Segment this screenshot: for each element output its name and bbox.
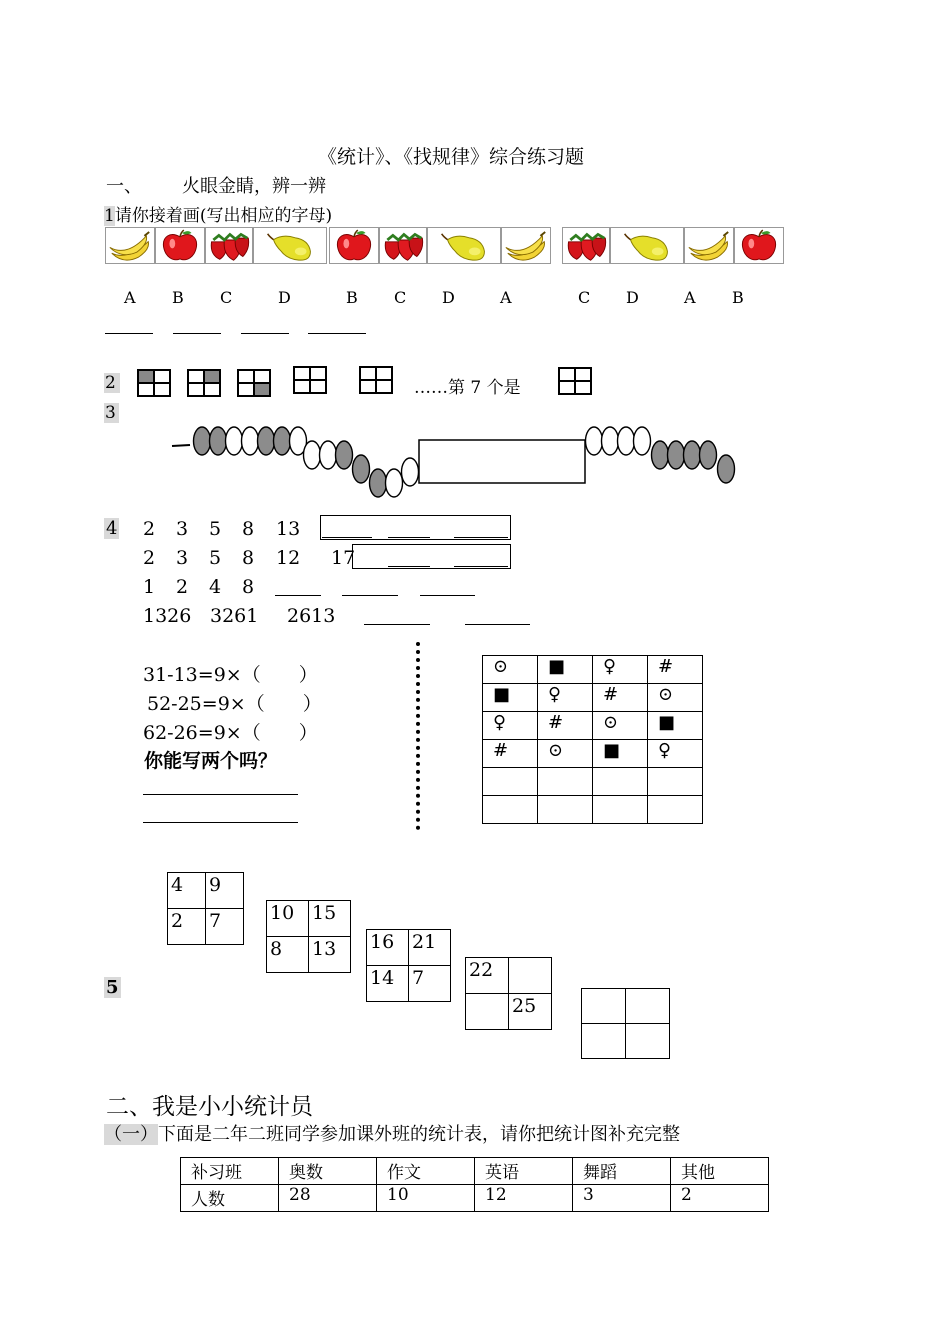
symbol-cell: ■ (648, 712, 703, 740)
grid-number: 15 (309, 901, 351, 937)
sequence-number: 8 (242, 518, 255, 540)
stats-data-row (181, 1185, 769, 1212)
dotted-divider (416, 642, 420, 830)
fruit-letter: C (578, 288, 591, 307)
fruit-letter: C (220, 288, 233, 307)
quad-grid-4 (293, 366, 327, 394)
symbol-cell: ♀ (593, 656, 648, 684)
fruit-letter: A (500, 288, 512, 307)
stats-value-cell: 2 (671, 1185, 769, 1212)
empty-cell[interactable] (483, 768, 538, 796)
answer-blank[interactable] (465, 624, 530, 626)
symbol-row (483, 712, 703, 740)
bead-white (226, 427, 243, 455)
part1-label: （一） (104, 1124, 158, 1145)
grid-number: 10 (267, 901, 309, 937)
symbol-cell: ⊙ (483, 656, 538, 684)
symbol-cell: # (483, 740, 538, 768)
stats-value-cell: 12 (475, 1185, 573, 1212)
grid-number: 22 (466, 958, 509, 994)
fruit-letter: A (684, 288, 696, 307)
bead-gray (274, 427, 291, 455)
grid-number: 4 (168, 873, 206, 909)
sequence-number: 2 (176, 576, 189, 598)
bead-gray (652, 441, 669, 469)
section1-title: 火眼金睛，辨一辨 (182, 176, 326, 197)
answer-blank[interactable] (454, 566, 508, 568)
grid-number: 9 (206, 873, 244, 909)
fruit-letter: D (278, 288, 291, 307)
q4-number: 4 (106, 518, 118, 539)
fruit-letter: B (172, 288, 184, 307)
q3-number: 3 (104, 403, 119, 423)
q2-text: ……第 7 个是 (414, 378, 521, 398)
bead-gray (194, 427, 211, 455)
sequence-number: 3 (176, 518, 189, 540)
sequence-number: 3261 (210, 605, 259, 627)
answer-blank[interactable] (105, 333, 153, 335)
grid-number: 8 (267, 937, 309, 973)
q1-text: 请你接着画(写出相应的字母) (114, 206, 333, 226)
symbol-row (483, 656, 703, 684)
empty-cell[interactable] (648, 796, 703, 824)
q1-label (104, 201, 332, 226)
sequence-number: 2 (143, 547, 156, 569)
grid-number: 16 (367, 930, 409, 966)
bead-white (304, 441, 321, 469)
symbol-cell: ⊙ (593, 712, 648, 740)
quad-grid-2 (187, 369, 221, 397)
bead-white (634, 427, 651, 455)
bead-white (320, 441, 337, 469)
symbol-cell: ♀ (648, 740, 703, 768)
fruit-letter: B (732, 288, 744, 307)
stats-header-cell: 奥数 (279, 1158, 377, 1185)
bead-gray (336, 441, 353, 469)
apple-icon (329, 227, 379, 264)
number-grid (266, 900, 351, 973)
sequence-number: 8 (242, 547, 255, 569)
bead-chain (160, 415, 750, 505)
answer-blank[interactable] (420, 595, 475, 597)
symbol-row (483, 796, 703, 824)
number-grid (465, 957, 552, 1030)
stats-value-cell: 28 (279, 1185, 377, 1212)
sequence-number: 8 (242, 576, 255, 598)
answer-blank[interactable] (388, 566, 430, 568)
part1-line (104, 1120, 680, 1146)
answer-blank[interactable] (342, 595, 398, 597)
answer-blank[interactable] (173, 333, 221, 335)
section1-number: 一、 (106, 176, 142, 197)
pear-icon (253, 227, 327, 264)
grid-blank[interactable] (626, 989, 670, 1024)
equation-1: 31-13=9×（ ） (143, 664, 318, 686)
bead-gray (718, 455, 735, 483)
bead-white (242, 427, 259, 455)
stats-value-cell: 3 (573, 1185, 671, 1212)
answer-box[interactable] (419, 440, 585, 483)
sequence-number: 5 (209, 547, 222, 569)
equation-2: 52-25=9×（ ） (147, 693, 322, 715)
empty-cell[interactable] (648, 768, 703, 796)
answer-blank[interactable] (308, 333, 366, 335)
symbol-row (483, 740, 703, 768)
bead-white (386, 469, 403, 497)
number-grid (167, 872, 244, 945)
answer-blank[interactable] (364, 624, 430, 626)
stats-value-cell: 10 (377, 1185, 475, 1212)
q2-number: 2 (104, 373, 120, 393)
number-grid (581, 988, 670, 1059)
sequence-number: 3 (176, 547, 189, 569)
equations-prompt: 你能写两个吗？ (144, 750, 278, 772)
sequence-number: 4 (209, 576, 222, 598)
symbol-cell: ♀ (483, 712, 538, 740)
section2-title: 二、我是小小统计员 (106, 1094, 313, 1120)
sequence-number: 1 (143, 576, 156, 598)
bead-white (602, 427, 619, 455)
answer-blank[interactable] (322, 537, 372, 539)
bead-gray (353, 455, 370, 483)
sequence-number: 2613 (287, 605, 336, 627)
stats-header-cell: 作文 (377, 1158, 475, 1185)
grid-number: 7 (409, 966, 451, 1002)
grid-blank[interactable] (582, 989, 626, 1024)
strawberry-icon (205, 227, 253, 264)
grid-number: 2 (168, 909, 206, 945)
bead-gray (684, 441, 701, 469)
stats-header-cell: 舞蹈 (573, 1158, 671, 1185)
bead-gray (700, 441, 717, 469)
empty-cell[interactable] (538, 768, 593, 796)
empty-cell[interactable] (538, 796, 593, 824)
page-title: 《统计》、《找规律》综合练习题 (318, 146, 585, 168)
stats-header-cell: 补习班 (181, 1158, 279, 1185)
grid-number: 7 (206, 909, 244, 945)
stats-header-row (181, 1158, 769, 1185)
grid-number: 14 (367, 966, 409, 1002)
apple-icon (155, 227, 205, 264)
sequence-number: 1326 (143, 605, 192, 627)
grid-blank[interactable] (509, 958, 552, 994)
sequence-number: 13 (276, 518, 301, 540)
strawberry-icon (562, 227, 610, 264)
symbol-row (483, 768, 703, 796)
sequence-number: 2 (143, 518, 156, 540)
bead-white (618, 427, 635, 455)
empty-cell[interactable] (593, 768, 648, 796)
quad-grid-answer[interactable] (558, 367, 592, 395)
answer-blank[interactable] (275, 595, 321, 597)
grid-number: 13 (309, 937, 351, 973)
symbol-cell: ⊙ (648, 684, 703, 712)
banana-icon (684, 227, 734, 264)
symbol-grid (482, 655, 703, 824)
number-grid (366, 929, 451, 1002)
answer-blank[interactable] (143, 794, 298, 796)
symbol-cell: # (648, 656, 703, 684)
banana-icon (105, 227, 155, 264)
symbol-row (483, 684, 703, 712)
fruit-letter: D (626, 288, 639, 307)
q1-number: 1 (104, 206, 115, 226)
quad-grid-1 (137, 369, 171, 397)
strawberry-icon (379, 227, 427, 264)
symbol-cell: ⊙ (538, 740, 593, 768)
bead-gray (210, 427, 227, 455)
answer-blank[interactable] (241, 333, 289, 335)
stats-table (180, 1157, 769, 1212)
bead-gray (258, 427, 275, 455)
stats-header-cell: 其他 (671, 1158, 769, 1185)
grid-number: 21 (409, 930, 451, 966)
q5-number: 5 (106, 977, 119, 998)
symbol-cell: ♀ (538, 684, 593, 712)
symbol-cell: # (538, 712, 593, 740)
symbol-cell: ■ (593, 740, 648, 768)
fruit-letter: C (394, 288, 407, 307)
pear-icon (427, 227, 501, 264)
grid-blank[interactable] (466, 994, 509, 1030)
bead-white (402, 458, 419, 486)
answer-blank[interactable] (388, 537, 430, 539)
equation-3: 62-26=9×（ ） (143, 722, 318, 744)
empty-cell[interactable] (483, 796, 538, 824)
answer-blank[interactable] (454, 537, 508, 539)
quad-grid-3 (237, 369, 271, 397)
bead-gray (370, 469, 387, 497)
apple-icon (734, 227, 784, 264)
fruit-letter: B (346, 288, 358, 307)
bead-white (586, 427, 603, 455)
bead-gray (668, 441, 685, 469)
grid-blank[interactable] (582, 1024, 626, 1059)
stats-value-cell: 人数 (181, 1185, 279, 1212)
sequence-number: 12 (276, 547, 301, 569)
fruit-letter: A (124, 288, 136, 307)
symbol-cell: ■ (538, 656, 593, 684)
banana-icon (501, 227, 551, 264)
fruit-letter: D (442, 288, 455, 307)
grid-blank[interactable] (626, 1024, 670, 1059)
sequence-number: 5 (209, 518, 222, 540)
quad-grid-5 (359, 366, 393, 394)
symbol-cell: # (593, 684, 648, 712)
stats-header-cell: 英语 (475, 1158, 573, 1185)
sequence-number: 17 (331, 547, 356, 569)
empty-cell[interactable] (593, 796, 648, 824)
part1-text: 下面是二年二班同学参加课外班的统计表，请你把统计图补充完整 (158, 1124, 680, 1145)
symbol-cell: ■ (483, 684, 538, 712)
answer-blank[interactable] (143, 822, 298, 824)
pear-icon (610, 227, 684, 264)
grid-number: 25 (509, 994, 552, 1030)
